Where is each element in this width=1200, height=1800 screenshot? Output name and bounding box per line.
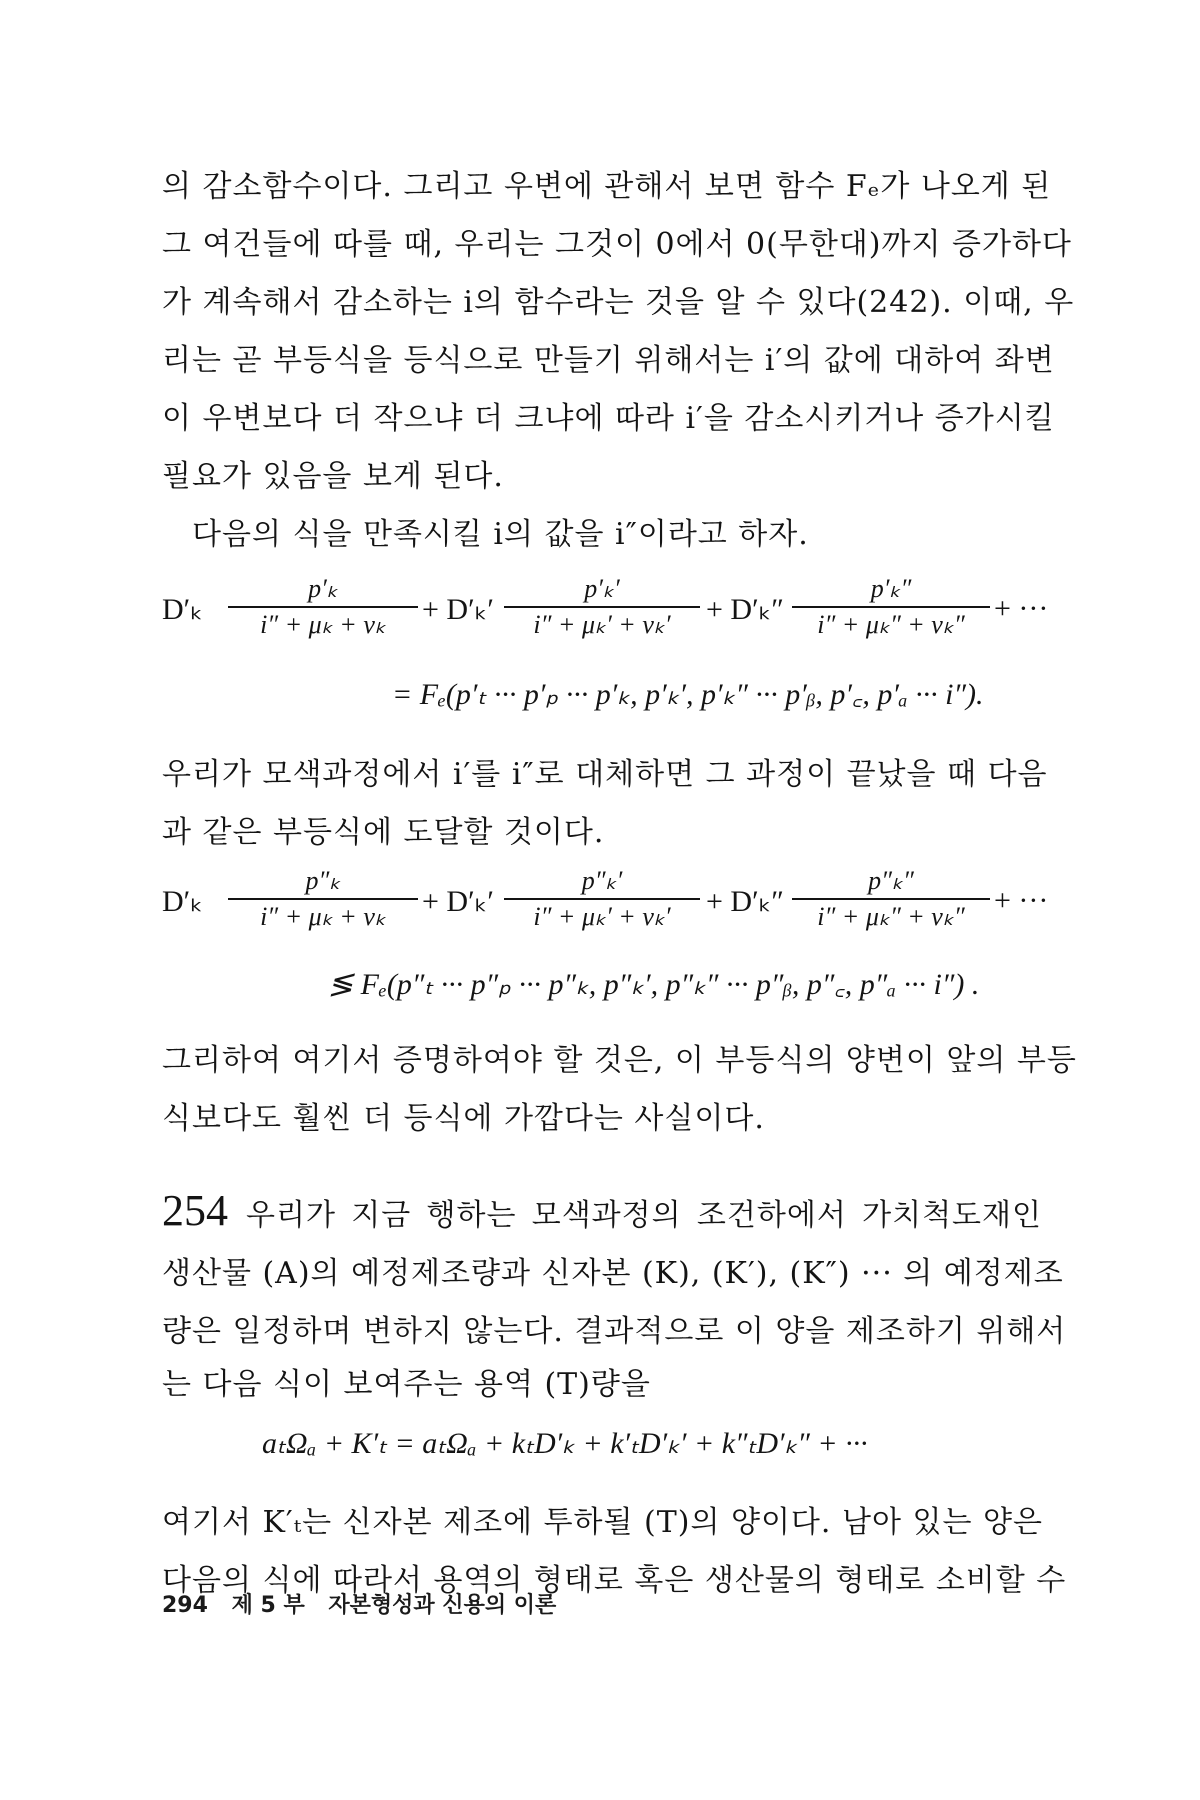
eq1-denominator-3: i″ + μₖ″ + νₖ″ <box>817 610 965 639</box>
eq2-coef-1: D′ₖ <box>162 885 204 918</box>
text-line: 다음의 식에 따라서 용역의 형태로 혹은 생산물의 형태로 소비할 수 <box>162 1563 1067 1598</box>
paragraph-2 <box>162 506 1042 564</box>
eq1-fraction-3 <box>792 574 990 640</box>
eq2-tail: + ··· <box>994 884 1049 917</box>
section-first-line <box>162 1182 1042 1245</box>
fraction-bar <box>504 606 700 608</box>
fraction-bar <box>792 606 990 608</box>
eq2-denominator-2: i″ + μₖ′ + νₖ′ <box>533 902 671 931</box>
eq2-rhs: ≶ Fₑ(p″ₜ ··· p″ₚ ··· p″ₖ, p″ₖ′, p″ₖ″ ··· p″ᵦ, p″꜀, p″ₐ ··· i″) . <box>328 968 980 1001</box>
eq2-numerator-3: p″ₖ″ <box>868 866 914 895</box>
eq2-fraction-2 <box>504 866 700 932</box>
eq1-numerator-2: p′ₖ′ <box>584 574 620 603</box>
text-line: 생산물 (A)의 예정제조량과 신자본 (K), (K′), (K″) ··· 의 예정제조 <box>162 1256 1064 1291</box>
paragraph-1 <box>162 158 1075 448</box>
text-line: 필요가 있음을 보게 된다. <box>162 459 504 494</box>
text-line: 식보다도 훨씬 더 등식에 가깝다는 사실이다. <box>162 1101 765 1136</box>
text-line: 그리하여 여기서 증명하여야 할 것은, 이 부등식의 양변이 앞의 부등 <box>162 1043 1077 1078</box>
eq1-rhs: = Fₑ(p′ₜ ··· p′ₚ ··· p′ₖ, p′ₖ′, p′ₖ″ ··· p′ᵦ, p′꜀, p′ₐ ··· i″). <box>392 678 984 711</box>
section-first-line-text: 우리가 지금 행하는 모색과정의 조건하에서 가치척도재인 <box>246 1198 1042 1233</box>
eq1-denominator-1: i″ + μₖ + νₖ <box>260 610 386 639</box>
eq2-fraction-3 <box>792 866 990 932</box>
eq2-numerator-1: p″ₖ <box>305 866 341 895</box>
eq1-coef-3: + D′ₖ″ <box>706 593 784 626</box>
eq1-numerator-3: p′ₖ″ <box>870 574 912 603</box>
chapter-title: 자본형성과 신용의 이론 <box>328 1593 557 1618</box>
eq2-coef-3: + D′ₖ″ <box>706 885 784 918</box>
text-line: 여기서 K′ₜ는 신자본 제조에 투하될 (T)의 양이다. 남아 있는 양은 <box>162 1505 1043 1540</box>
paragraph-4 <box>162 1032 1077 1090</box>
paragraph-3 <box>162 746 1048 804</box>
section-254 <box>162 1182 1067 1361</box>
eq2-denominator-1: i″ + μₖ + νₖ <box>260 902 386 931</box>
eq1-coef-2: + D′ₖ′ <box>422 593 494 626</box>
eq2-numerator-2: p″ₖ′ <box>581 866 623 895</box>
fraction-bar <box>228 898 418 900</box>
section-number: 254 <box>162 1186 228 1235</box>
text-line: 량은 일정하며 변하지 않는다. 결과적으로 이 양을 제조하기 위해서 <box>162 1314 1067 1349</box>
text-line: 이 우변보다 더 작으냐 더 크냐에 따라 i′을 감소시키거나 증가시킬 <box>162 401 1055 436</box>
section-254-end <box>162 1356 1042 1414</box>
page-footer <box>162 1588 572 1619</box>
text-line: 의 감소함수이다. 그리고 우변에 관해서 보면 함수 Fₑ가 나오게 된 <box>162 169 1052 204</box>
text-line: 우리가 모색과정에서 i′를 i″로 대체하면 그 과정이 끝났을 때 다음 <box>162 757 1048 792</box>
text-line: 리는 곧 부등식을 등식으로 만들기 위해서는 i′의 값에 대하여 좌변 <box>162 343 1055 378</box>
paragraph-4-end <box>162 1090 1042 1148</box>
fraction-bar <box>228 606 418 608</box>
eq2-fraction-1 <box>228 866 418 932</box>
eq1-fraction-1 <box>228 574 418 640</box>
part-label: 제 5 부 <box>231 1593 305 1618</box>
text-line: 가 계속해서 감소하는 i의 함수라는 것을 알 수 있다(242). 이때, 우 <box>162 285 1075 320</box>
text-line: 다음의 식을 만족시킬 i의 값을 i″이라고 하자. <box>192 517 809 552</box>
eq1-fraction-2 <box>504 574 700 640</box>
eq1-tail: + ··· <box>994 592 1049 625</box>
fraction-bar <box>504 898 700 900</box>
text-line: 그 여건들에 따를 때, 우리는 그것이 0에서 0(무한대)까지 증가하다 <box>162 227 1072 262</box>
text-line: 는 다음 식이 보여주는 용역 (T)량을 <box>162 1367 651 1402</box>
paragraph-3-end <box>162 804 1042 862</box>
eq2-coef-2: + D′ₖ′ <box>422 885 494 918</box>
eq1-numerator-1: p′ₖ <box>308 574 338 603</box>
fraction-bar <box>792 898 990 900</box>
equation-3: aₜΩₐ + K′ₜ = aₜΩₐ + kₜD′ₖ + k′ₜD′ₖ′ + k″ₜD′ₖ″ + ··· <box>262 1427 868 1460</box>
eq1-denominator-2: i″ + μₖ′ + νₖ′ <box>533 610 671 639</box>
text-line: 과 같은 부등식에 도달할 것이다. <box>162 815 605 850</box>
page-number: 294 <box>162 1593 208 1618</box>
eq2-denominator-3: i″ + μₖ″ + νₖ″ <box>817 902 965 931</box>
eq1-coef-1: D′ₖ <box>162 593 204 626</box>
paragraph-1-end <box>162 448 1042 506</box>
